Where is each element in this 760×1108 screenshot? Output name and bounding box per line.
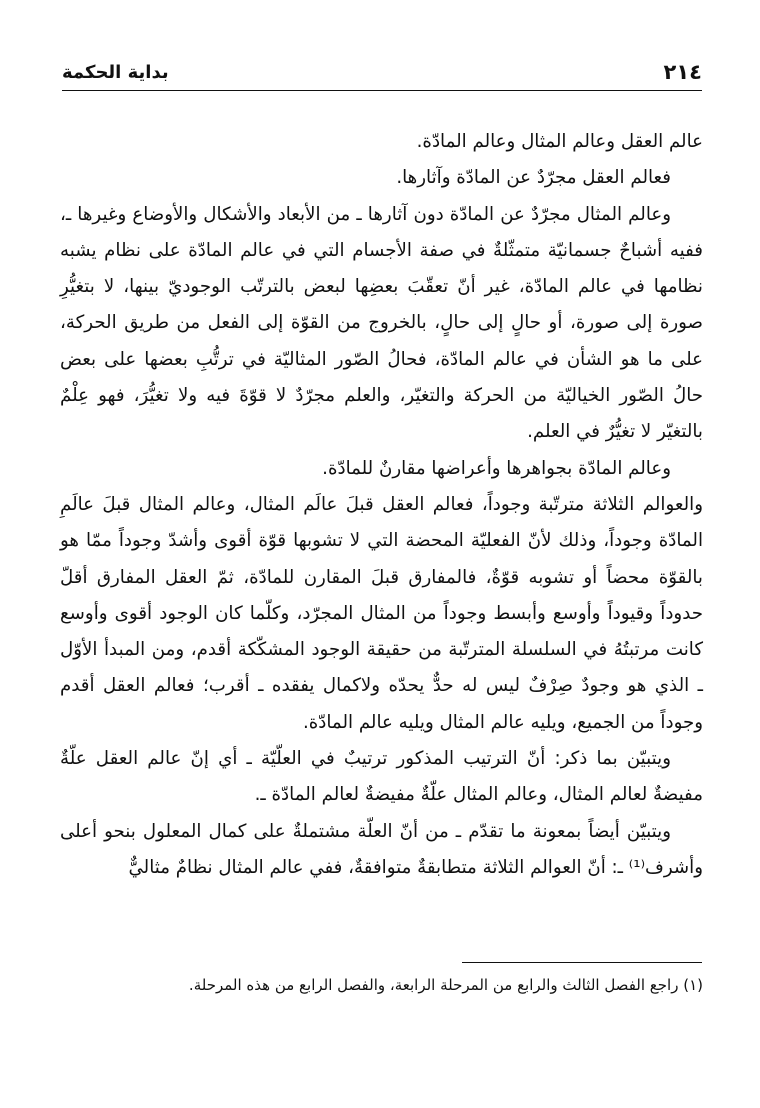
running-head: [62, 54, 702, 90]
book-title: بداية الحكمة: [62, 61, 169, 83]
page-number: ٢١٤: [663, 60, 702, 84]
paragraph-image-world: وعالم المثال مجرّدٌ عن المادّة دون آثارها ـ من الأبعاد والأشكال والأوضاع وغيرها ـ، ففيه أشباحٌ جسمانيّة متمثّلةٌ في صفة الأجسام التي في عالم المادّة على نظام يشبه نظامها في عالم المادّة، غير أنّ تعقّبَ بعضِها لبعض بالترتّب الوجوديّ بينها، لا بتغيُّرِ صورة إلى صورة، أو حالٍ إلى حالٍ، بالخروج من القوّة إلى الفعل من طريق الحركة، على ما هو الشأن في عالم المادّة، فحالُ الصّور المثاليّة في ترتُّبِ بعضها على بعض حالُ الصّور الخياليّة من الحركة والتغيّر، والعلم مجرّدٌ لا قوّةَ فيه ولا تغيُّرَ، فهو عِلْمٌ بالتغيّر لا تغيُّرٌ في العلم.: [60, 203, 703, 443]
paragraph-intellect-world: فعالم العقل مجرّدٌ عن المادّة وآثارها.: [396, 167, 671, 189]
paragraph-order-of-worlds: والعوالم الثلاثة مترتّبة وجوداً، فعالم العقل قبلَ عالَم المثال، وعالم المثال قبلَ عالَمِ المادّة وجوداً، وذلك لأنّ الفعليّة المحضة التي لا تشوبها قوّة أقوى وأشدّ وجوداً ممّا هو بالقوّة محضاً أو تشوبه قوّةٌ، فالمفارق قبلَ المقارن للمادّة، ثمّ العقل المفارق أقلّ حدوداً وقيوداً وأوسع وأبسط وجوداً من المثال المجرّد، وكلّما كان الوجود أقوى وأوسع كانت مرتبتُهُ في السلسلة المترتّبة من حقيقة الوجود المشكّكة أقدم، ومن المبدأ الأوّل ـ الذي هو وجودٌ صِرْفٌ ليس له حدٌّ يحدّه ولاكمال يفقده ـ أقرب؛ فعالم العقل أقدم وجوداً من الجميع، ويليه عالم المثال ويليه عالم المادّة.: [60, 493, 703, 733]
paragraph-causal-order: ويتبيّن بما ذكر: أنّ الترتيب المذكور ترتيبٌ في العلّيّة ـ أي إنّ عالم العقل علّةٌ مفيضةٌ لعالم المثال، وعالم المثال علّةٌ مفيضةٌ لعالم المادّة ـ.: [60, 748, 703, 806]
paragraph-intro: عالم العقل وعالم المثال وعالم المادّة.: [416, 131, 703, 152]
paragraph-matter-world: وعالم المادّة بجواهرها وأعراضها مقارنٌ للمادّة.: [322, 457, 671, 479]
paragraph-correspondence: ويتبيّن أيضاً بمعونة ما تقدّم ـ من أنّ العلّة مشتملةٌ على كمال المعلول بنحو أعلى وأشرف⁽¹⁾ ـ: أنّ العوالم الثلاثة متطابقةٌ متوافقةٌ، ففي عالم المثال نظامٌ مثاليٌّ: [60, 820, 703, 878]
header-rule: [62, 90, 702, 91]
footnote-rule: [462, 962, 702, 963]
footnote: (١) راجع الفصل الثالث والرابع من المرحلة الرابعة، والفصل الرابع من هذه المرحلة.: [188, 976, 703, 994]
main-text: [60, 124, 703, 886]
